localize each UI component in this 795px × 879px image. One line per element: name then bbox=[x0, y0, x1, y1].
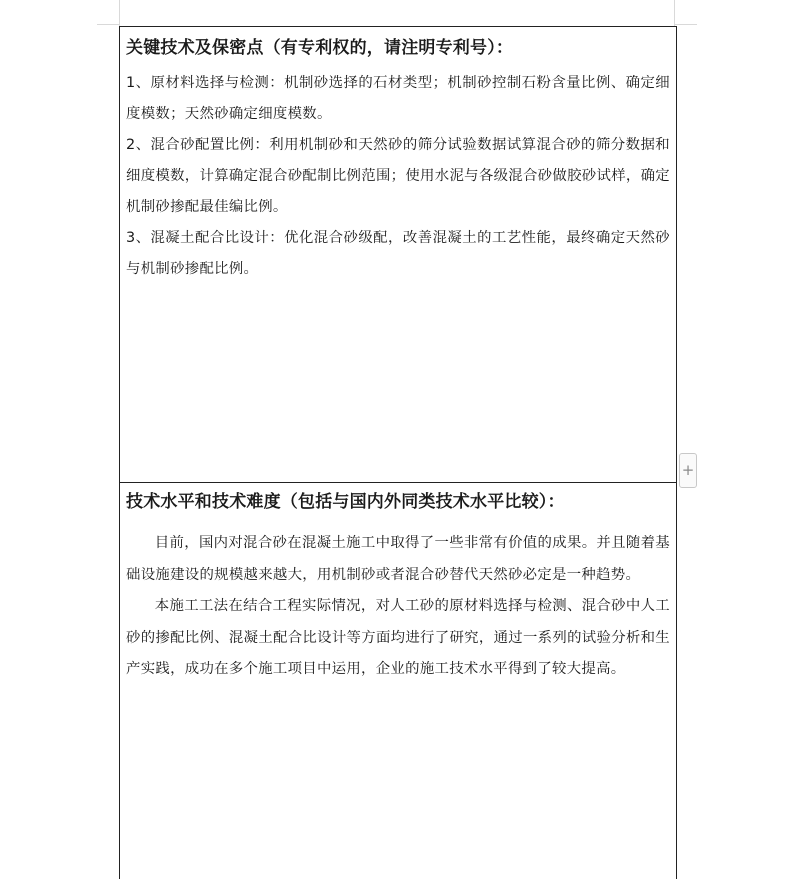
key-tech-body bbox=[126, 68, 670, 285]
tech-level-cell[interactable] bbox=[120, 483, 676, 879]
key-tech-paragraph-1: 1、原材料选择与检测：机制砂选择的石材类型；机制砂控制石粉含量比例、确定细度模数；天然砂确定细度模数。 bbox=[126, 75, 670, 122]
table-add-row-button[interactable] bbox=[679, 453, 697, 488]
page-edge-left bbox=[119, 0, 120, 26]
tech-level-heading: 技术水平和技术难度（包括与国内外同类技术水平比较）： bbox=[126, 492, 565, 512]
plus-icon: + bbox=[681, 461, 695, 479]
tech-level-paragraph-2: 本施工工法在结合工程实际情况，对人工砂的原材料选择与检测、混合砂中人工砂的掺配比例、混凝土配合比设计等方面均进行了研究，通过一系列的试验分析和生产实践，成功在多个施工项目中运用，企业的施工技术水平得到了较大提高。 bbox=[126, 598, 670, 677]
page-edge-right bbox=[674, 0, 675, 26]
margin-mark-right bbox=[675, 24, 697, 25]
key-tech-paragraph-2: 2、混合砂配置比例：利用机制砂和天然砂的筛分试验数据试算混合砂的筛分数据和细度模数，计算确定混合砂配制比例范围；使用水泥与各级混合砂做胶砂试样，确定机制砂掺配最佳编比例。 bbox=[126, 137, 670, 215]
key-tech-paragraph-3: 3、混凝土配合比设计：优化混合砂级配，改善混凝土的工艺性能，最终确定天然砂与机制砂掺配比例。 bbox=[126, 230, 670, 277]
margin-mark-left bbox=[97, 24, 119, 25]
key-tech-cell[interactable] bbox=[120, 27, 676, 483]
tech-level-body bbox=[126, 528, 670, 686]
tech-level-paragraph-1: 目前，国内对混合砂在混凝土施工中取得了一些非常有价值的成果。并且随着基础设施建设的规模越来越大，用机制砂或者混合砂替代天然砂必定是一种趋势。 bbox=[126, 535, 670, 583]
document-table bbox=[119, 26, 677, 879]
key-tech-heading: 关键技术及保密点（有专利权的，请注明专利号）： bbox=[126, 38, 514, 58]
